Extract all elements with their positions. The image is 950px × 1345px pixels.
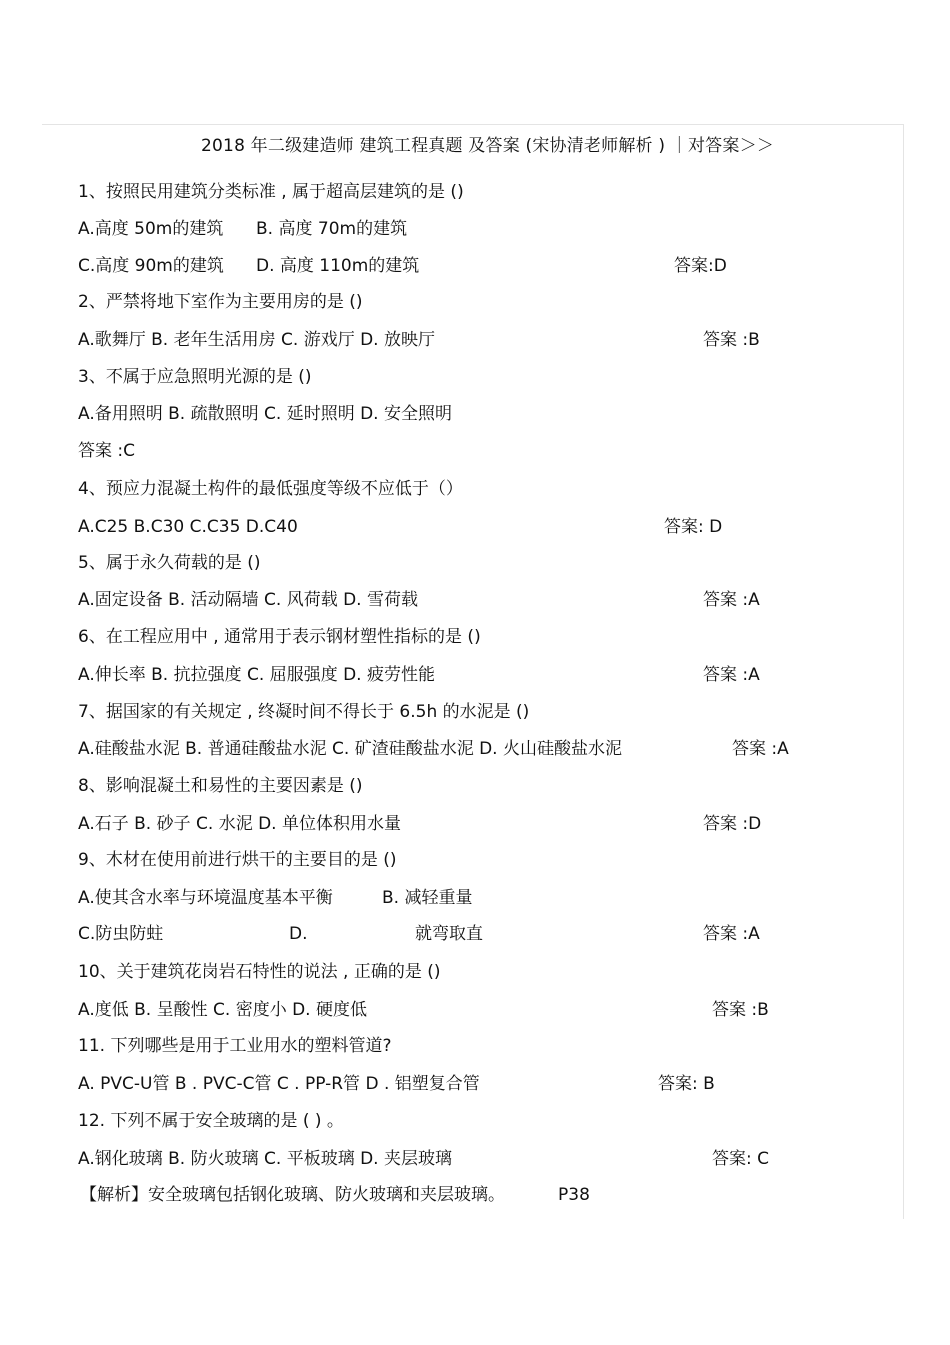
q8-options: A.石子 B. 砂子 C. 水泥 D. 单位体积用水量 [78,814,401,834]
q9-answer: 答案 :A [703,924,760,944]
q6-answer: 答案 :A [703,665,760,685]
analysis-page-ref: P38 [558,1185,590,1205]
question-3: 3、不属于应急照明光源的是 () [78,367,312,387]
q11-answer: 答案: B [658,1074,715,1094]
question-11: 11. 下列哪些是用于工业用水的塑料管道? [78,1036,392,1056]
q8-answer: 答案 :D [703,814,762,834]
q4-options: A.C25 B.C30 C.C35 D.C40 [78,517,298,537]
q1-option-c: C.高度 90m的建筑 [78,256,224,276]
q7-answer: 答案 :A [732,739,789,759]
question-5: 5、属于永久荷载的是 () [78,553,261,573]
q2-answer: 答案 :B [703,330,760,350]
question-4: 4、预应力混凝土构件的最低强度等级不应低于（） [78,479,463,499]
question-6: 6、在工程应用中 , 通常用于表示钢材塑性指标的是 () [78,627,481,647]
question-10: 10、关于建筑花岗岩石特性的说法 , 正确的是 () [78,962,441,982]
question-7: 7、据国家的有关规定 , 终凝时间不得长于 6.5h 的水泥是 () [78,702,530,722]
q12-answer: 答案: C [712,1149,770,1169]
q5-answer: 答案 :A [703,590,760,610]
q1-answer: 答案:D [674,256,727,276]
q10-options: A.度低 B. 呈酸性 C. 密度小 D. 硬度低 [78,1000,367,1020]
q2-options: A.歌舞厅 B. 老年生活用房 C. 游戏厅 D. 放映厅 [78,330,435,350]
q9-option-d-text: 就弯取直 [415,924,483,944]
document-title: 2018 年二级建造师 建筑工程真题 及答案 (宋协清老师解析 ) ｜对答案＞＞ [201,136,774,156]
q3-answer: 答案 :C [78,441,136,461]
q5-options: A.固定设备 B. 活动隔墙 C. 风荷载 D. 雪荷载 [78,590,418,610]
question-8: 8、影响混凝土和易性的主要因素是 () [78,776,363,796]
q10-answer: 答案 :B [712,1000,769,1020]
q9-option-d: D. [289,924,308,944]
question-2: 2、严禁将地下室作为主要用房的是 () [78,292,363,312]
q6-options: A.伸长率 B. 抗拉强度 C. 屈服强度 D. 疲劳性能 [78,665,435,685]
analysis-text: 【解析】安全玻璃包括钢化玻璃、防火玻璃和夹层玻璃。 [80,1185,505,1205]
q1-option-d: D. 高度 110m的建筑 [256,256,420,276]
question-9: 9、木材在使用前进行烘干的主要目的是 () [78,850,397,870]
q12-options: A.钢化玻璃 B. 防火玻璃 C. 平板玻璃 D. 夹层玻璃 [78,1149,452,1169]
question-1: 1、按照民用建筑分类标准 , 属于超高层建筑的是 () [78,182,464,202]
q4-answer: 答案: D [664,517,723,537]
q9-option-c: C.防虫防蛀 [78,924,164,944]
q7-options: A.硅酸盐水泥 B. 普通硅酸盐水泥 C. 矿渣硅酸盐水泥 D. 火山硅酸盐水泥 [78,739,622,759]
q3-options: A.备用照明 B. 疏散照明 C. 延时照明 D. 安全照明 [78,404,452,424]
q9-option-b: B. 减轻重量 [382,888,473,908]
q9-option-a: A.使其含水率与环境温度基本平衡 [78,888,333,908]
q11-options: A. PVC-U管 B . PVC-C管 C . PP-R管 D . 铝塑复合管 [78,1074,480,1094]
question-12: 12. 下列不属于安全玻璃的是 ( ) 。 [78,1111,344,1131]
q1-option-b: B. 高度 70m的建筑 [256,219,408,239]
q1-option-a: A.高度 50m的建筑 [78,219,224,239]
